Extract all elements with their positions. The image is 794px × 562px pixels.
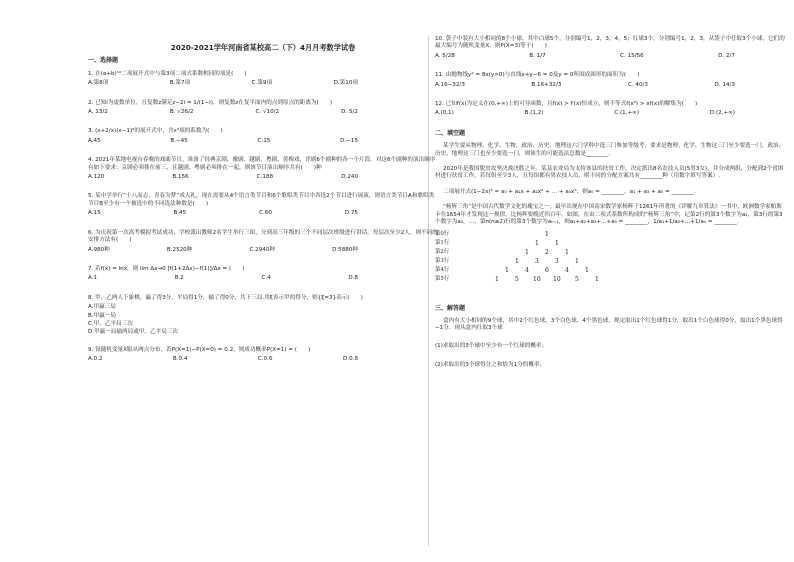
triangle-row-label: 第1行 — [435, 239, 450, 246]
option-c: C. 40/3 — [627, 81, 648, 88]
left-column — [88, 32, 438, 376]
option-b: B.2 — [174, 275, 184, 282]
question-9 — [88, 347, 438, 364]
option-c: C.0.6 — [257, 356, 273, 363]
section-answer: 三、解答题 — [435, 304, 466, 312]
triangle-number: 4 — [565, 266, 569, 274]
option-c: C.4 — [261, 275, 271, 282]
question-2 — [88, 100, 438, 117]
option-d: D. 2/7 — [718, 52, 735, 59]
question-3 — [88, 128, 438, 145]
options — [435, 53, 735, 60]
question-stem: 10. 袋子中装有大小相同的8个小球，其中白球5个，分别编号1，2，3，4，5；红球3个，分别编号1，2，3，从袋子中任取3个小球，它们的最大编号为随机变量X，则P(X=3)等于( ) — [435, 36, 785, 50]
option-c: C. √10/2 — [255, 109, 280, 116]
yang-hui-triangle — [435, 231, 695, 295]
question-stem: 11. 由抛物线y² = 8x(y>0)与直线x+y−6 = 0及y = 0所围成图形的面积为( ) — [435, 72, 640, 79]
question-6 — [88, 230, 438, 254]
option-b: B.156 — [172, 174, 189, 181]
options — [88, 138, 358, 145]
question-7 — [88, 266, 438, 283]
answer-item-sub2: (2)求取出的3个球得分之和恰为1分的概率； — [435, 362, 546, 369]
options — [88, 356, 358, 363]
section-choice: 一、选择题 — [88, 57, 119, 65]
option-d: D.第10项 — [333, 80, 358, 87]
triangle-number: 1 — [555, 239, 559, 247]
options — [435, 110, 735, 117]
option-d: D.0.8 — [343, 356, 358, 363]
triangle-number: 1 — [565, 248, 569, 256]
option-b: B.−45 — [170, 137, 188, 144]
triangle-number: 10 — [533, 275, 541, 283]
options — [88, 80, 358, 87]
option-c: C.2940种 — [249, 246, 275, 253]
fill-item-13: 某学生要从物理、化学、生物、政治、历史、地理这六门学科中选三门参加等级考，要求是物理、化学、生物这三门至少要选一门，政治、历史、地理这三门也至少要选一门，则该生的可能选法总数是________. — [435, 143, 785, 157]
option-d: D.−15 — [340, 137, 358, 144]
triangle-row-label: 第4行 — [435, 266, 450, 273]
option-b: B.(1,2) — [524, 110, 544, 117]
fill-item-16: “杨辉三角”是中国古代数学文化的瑰宝之一，最早出现在中国南宋数学家杨辉于1261年所著的《详解九章算法》一书中，欧洲数学家帕斯卡在1654年才发现这一规律，比杨辉要晚近四百年，如图，在由二项式系数所构成的“杨辉三角”中，记第2行的第3个数字为a₁，第3行的第3个数字为a₂，…，第n(n≥2)行的第3个数字为aₙ₋₁，则a₁+a₂+a₃+…+a₉ = ________，1/a₁+1/a₂+…+1/aₙ = ________. — [435, 204, 783, 226]
options — [88, 247, 358, 254]
option-c: C.60 — [259, 210, 272, 217]
fill-item-15: 二项展开式(1−2x)⁵ = a₀ + a₁x + a₂x² + … + a₅x⁵，则a₀ = ________，a₁ + a₃ + a₅ = ________. — [443, 188, 696, 195]
option-a: A.15 — [88, 210, 101, 217]
triangle-number: 5 — [515, 275, 519, 283]
option-a: A. 5/28 — [435, 52, 455, 59]
question-stem: 9. 设随机变量X服从两点分布，若P(X=1)−P(X=0) = 0.2，则成功概率P(X=1) = ( ) — [88, 346, 311, 353]
question-stem: 2. 已知i为虚数单位，且复数z满足z−2i = 1/(1−i)，则复数z在复平面内的点到原点的距离为( ) — [88, 99, 333, 106]
triangle-number: 10 — [553, 275, 561, 283]
options — [88, 275, 358, 282]
options — [88, 210, 358, 217]
option-a: A.1 — [88, 275, 98, 282]
question-1 — [88, 71, 438, 88]
options — [88, 174, 358, 181]
question-5 — [88, 193, 438, 217]
triangle-number: 5 — [575, 275, 579, 283]
option-b: B.16+32/3 — [531, 81, 562, 88]
triangle-number: 1 — [505, 266, 509, 274]
option-d: D.240 — [341, 174, 358, 181]
option-c: C.甲、乙平局三次 — [88, 320, 133, 327]
option-b: B. 1/7 — [529, 52, 546, 59]
option-b: B.0.4 — [172, 356, 188, 363]
triangle-number: 3 — [555, 257, 559, 265]
question-stem: 7. 若f(x) = lnx，则 lim Δx→0 [f(1+2Δx)−f(1)]/Δx = ( ) — [88, 265, 245, 272]
triangle-row-label: 第3行 — [435, 257, 450, 264]
section-fill: 二、填空题 — [435, 129, 466, 137]
question-stem: 12. 已知f(x)为定义在(0,+∞)上的可导函数，且f(x) > f′(x)恒成立，则不等式f(x²) > xf(x)的解集为( ) — [435, 101, 698, 108]
triangle-number: 1 — [515, 257, 519, 265]
option-a: A.45 — [88, 137, 101, 144]
option-d: D.(2,+∞) — [709, 110, 735, 117]
option-d: D. 14/3 — [714, 81, 735, 88]
triangle-number: 1 — [525, 248, 529, 256]
option-a: A.0.2 — [88, 356, 103, 363]
question-8 — [88, 295, 438, 344]
question-stem: 5. 某中学举行“十八而志，青春为梦”成人礼，现在需要从4个语言类节目和6个歌唱类节目中各选2个节目进行展演，则语言类节目A和歌唱类节目B至少有一个被选中的不同选法种数是( ) — [88, 193, 435, 207]
option-d: D. 5/2 — [341, 109, 358, 116]
option-b: B.2520种 — [166, 246, 193, 253]
triangle-number: 1 — [495, 275, 499, 283]
question-4 — [88, 157, 438, 181]
question-stem: 6. 为庆祝第一次高考模拟考试成功，学校派出教师2名学生举行三组，分到高三年级的三个不同层次班级进行讲话，每层次至少2人，则不同的安排方法有( ) — [88, 229, 438, 244]
option-c: C.188 — [256, 174, 274, 181]
fill-item-14: 2020年是我国脱贫攻坚决战决胜之年．某县农业局为支持该县的扶贫工作，决定派出8名农技人员(5男3女)，并分成两组，分配到2个贫困村进行扶贫工作，若每组至少3人，且每组都有男农技人员，则不同的分配方案共有________种（用数字填写答案）. — [435, 166, 784, 180]
triangle-number: 1 — [585, 266, 589, 274]
question-stem: 1. 在(a+b)¹⁰二项展开式中与第3项二项式系数相同的项是( ) — [88, 70, 247, 77]
question-11 — [435, 72, 785, 89]
option-b: B. √26/2 — [169, 109, 194, 116]
options — [435, 82, 735, 89]
option-c: C. 15/56 — [620, 52, 644, 59]
triangle-number: 4 — [525, 266, 529, 274]
triangle-number: 6 — [545, 266, 549, 274]
triangle-number: 3 — [535, 257, 539, 265]
triangle-row-label: 第2行 — [435, 248, 450, 255]
question-stem: 8. 甲、乙两人下象棋，赢了得3分，平局得1分，输了得0分，共下三局.用ξ表示甲的得分，则{ξ=3}表示( ) — [88, 294, 363, 301]
question-stem: 4. 2021年某地电视台春晚的戏曲节目，准备了经典京剧、豫剧、越剧、粤剧、黄梅戏、评剧6个剧种的各一个片段．对这6个剧种的演出顺序有如下要求：京剧必须排在前三，且越剧、粤剧必须排在一起，则该节目演出顺序共有( )种 — [88, 157, 436, 171]
triangle-number: 1 — [535, 239, 539, 247]
triangle-number: 1 — [595, 275, 599, 283]
question-stem: 3. (x+2/x)(x−1)⁵的展开式中，含x³项的系数为( ) — [88, 128, 223, 135]
option-d: D.8 — [348, 275, 358, 282]
option-d: D.5880种 — [332, 246, 358, 253]
option-c: C.(1,+∞) — [614, 110, 640, 117]
options — [88, 109, 358, 116]
triangle-row-label: 第5行 — [435, 275, 450, 282]
question-12 — [435, 101, 785, 118]
option-a: A.16−32/3 — [435, 81, 465, 88]
exam-title: 2020-2021学年河南省某校高二（下）4月月考数学试卷 — [170, 43, 356, 52]
triangle-number: 1 — [545, 230, 549, 238]
triangle-number: 2 — [545, 248, 549, 256]
option-a: A.第8项 — [88, 80, 109, 87]
option-a: A. 13/2 — [88, 109, 108, 116]
right-column — [435, 36, 785, 378]
question-10 — [435, 36, 785, 60]
option-a: A.甲赢三局 — [88, 304, 116, 311]
option-a: A.980种 — [88, 246, 110, 253]
option-c: C.15 — [257, 137, 271, 144]
triangle-number: 1 — [575, 257, 579, 265]
answer-item-intro: 盒内有大小相同的9个球，其中2个红色球，3个白色球，4个黑色球，规定取出1个红色球得1分，取出1个白色球得0分，取出1个黑色球得−1分．现从盒内任取3个球 — [435, 317, 783, 332]
option-c: C.第9项 — [251, 80, 273, 87]
triangle-row-label: 第0行 — [435, 230, 450, 237]
answer-item-sub1: (1)求取出的3个球中至少有一个红球的概率； — [435, 342, 548, 349]
option-a: A.120 — [88, 174, 105, 181]
option-d: D.甲赢一局输两局或甲、乙平局三次 — [88, 329, 178, 336]
option-b: B.第7项 — [169, 80, 191, 87]
option-d: D.75 — [344, 210, 358, 217]
option-b: B.45 — [173, 210, 187, 217]
option-b: B.甲赢一局 — [88, 312, 116, 319]
option-a: A.(0,1) — [435, 110, 454, 117]
